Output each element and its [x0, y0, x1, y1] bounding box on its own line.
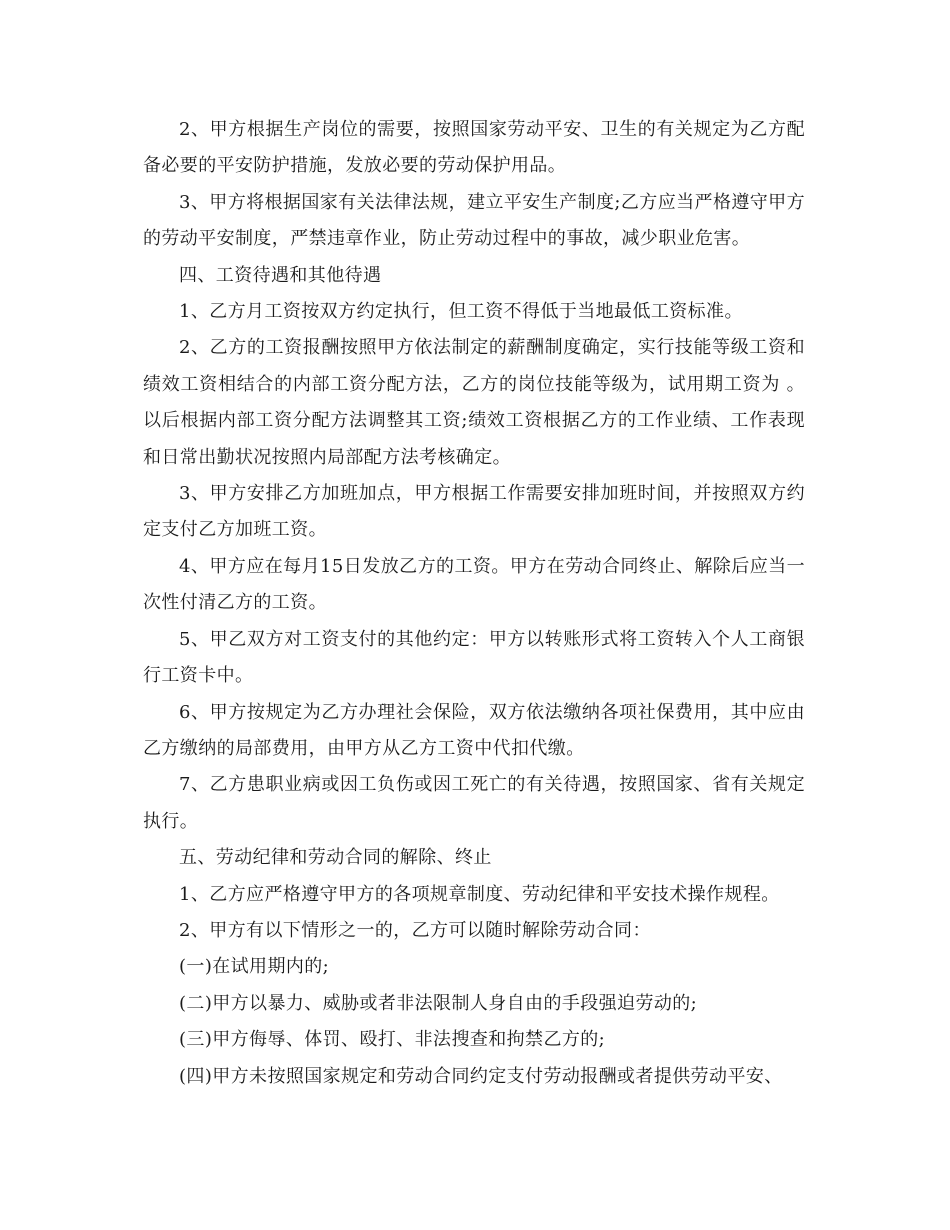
clause-3-3-safety-system: 3、甲方将根据国家有关法律法规，建立平安生产制度;乙方应当严格遵守甲方的劳动平安制度，严禁违章作业，防止劳动过程中的事故，减少职业危害。: [143, 191, 805, 250]
condition-item-4: (四)甲方未按照国家规定和劳动合同约定支付劳动报酬或者提供劳动平安、: [179, 1065, 783, 1087]
condition-item-3: (三)甲方侮辱、体罚、殴打、非法搜查和拘禁乙方的;: [179, 1029, 606, 1051]
clause-5-1-comply-rules: 1、乙方应严格遵守甲方的各项规章制度、劳动纪律和平安技术操作规程。: [179, 883, 780, 905]
clause-4-4-payday: 4、甲方应在每月15日发放乙方的工资。甲方在劳动合同终止、解除后应当一次性付清乙方的工资。: [143, 555, 805, 614]
document-page: [143, 112, 805, 1095]
section-heading-discipline-termination: 五、劳动纪律和劳动合同的解除、终止: [179, 847, 492, 869]
condition-item-2: (二)甲方以暴力、威胁或者非法限制人身自由的手段强迫劳动的;: [179, 992, 698, 1014]
clause-4-5-payment-method: 5、甲乙双方对工资支付的其他约定：甲方以转账形式将工资转入个人工商银行工资卡中。: [143, 628, 805, 687]
section-heading-wages: 四、工资待遇和其他待遇: [179, 264, 382, 286]
clause-4-6-social-insurance: 6、甲方按规定为乙方办理社会保险，双方依法缴纳各项社保费用，其中应由乙方缴纳的局部费用，由甲方从乙方工资中代扣代缴。: [143, 701, 805, 759]
clause-3-2-protective-equipment: 2、甲方根据生产岗位的需要，按照国家劳动平安、卫生的有关规定为乙方配备必要的平安防护措施，发放必要的劳动保护用品。: [143, 119, 805, 177]
clause-5-2-termination-conditions: 2、甲方有以下情形之一的，乙方可以随时解除劳动合同：: [179, 919, 651, 941]
clause-4-7-occupational-injury: 7、乙方患职业病或因工负伤或因工死亡的有关待遇，按照国家、省有关规定执行。: [143, 774, 805, 832]
clause-4-2-wage-system: 2、乙方的工资报酬按照甲方依法制定的薪酬制度确定，实行技能等级工资和绩效工资相结合的内部工资分配方法，乙方的岗位技能等级为，试用期工资为 。以后根据内部工资分配方法调整其工资;绩效工资根据乙方的工作业绩、工作表现和日常出勤状况按照内局部配方法考核确定。: [143, 337, 805, 468]
clause-4-3-overtime: 3、甲方安排乙方加班加点，甲方根据工作需要安排加班时间，并按照双方约定支付乙方加班工资。: [143, 483, 805, 541]
clause-4-1-monthly-wage: 1、乙方月工资按双方约定执行，但工资不得低于当地最低工资标准。: [179, 301, 743, 323]
condition-item-1: (一)在试用期内的;: [179, 956, 330, 978]
